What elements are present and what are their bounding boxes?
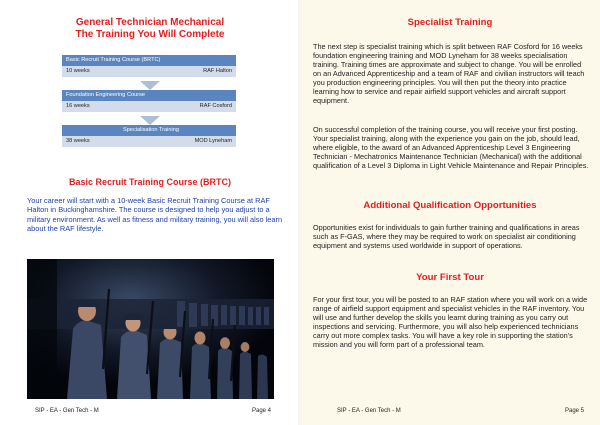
flow-step-duration: 38 weeks <box>66 138 90 144</box>
specialist-heading: Specialist Training <box>407 17 493 28</box>
additional-heading: Additional Qualification Opportunities <box>363 200 537 211</box>
title-line-1: General Technician Mechanical <box>75 17 225 28</box>
flow-step-location: RAF Halton <box>203 68 232 74</box>
parade-photo-illustration <box>27 259 274 399</box>
flow-step-duration: 10 weeks <box>66 68 90 74</box>
flow-step-title: Basic Recruit Training Course (BRTC) <box>62 55 236 66</box>
flow-step-location: RAF Cosford <box>199 103 232 109</box>
page-5 <box>300 0 600 425</box>
flow-step-title: Foundation Engineering Course <box>62 90 236 101</box>
first-tour-heading: Your First Tour <box>416 272 484 283</box>
specialist-paragraph-1: The next step is specialist training which is split between RAF Cosford for 16 weeks foundation engineering training and MOD Lyneham for 38 weeks specialisation training. Training times are approximate and subject to change. You will be enrolled on an Advanced Apprenticeship and a team of RAF and civilian instructors will teach you production engineering principles. You will then put the theory into practice learning how to service and repair airfield support vehicles and aircraft support equipment. <box>313 42 585 105</box>
specialist-paragraph-2: On successful completion of the training course, you will receive your first posting. Your specialist training, along with the experience you gain on the job, should lead, where eligible, to the award of an Advanced Apprenticeship Level 3 Engineering Technician - Mechatronics Maintenance Technician (Mechanical) with the additional qualification of a Level 3 Diploma in Light Vehicle Maintenance and Repair Principles. <box>313 125 589 170</box>
flow-step-title: Specialisation Training <box>62 125 236 136</box>
footer-page-number: Page 5 <box>565 408 585 414</box>
parade-photo <box>27 259 274 399</box>
footer-doc-ref: SIP - EA - Gen Tech - M <box>337 408 401 414</box>
flow-step-location: MOD Lyneham <box>194 138 232 144</box>
training-title <box>30 17 270 41</box>
title-line-2: The Training You Will Complete <box>75 29 225 40</box>
first-tour-paragraph: For your first tour, you will be posted to an RAF station where you will work on a wide range of airfield support equipment and specialist vehicles in the RAF inventory. You will use and further develop the skills you learnt during training as you carry out inspections and servicing. Furthermore, you will also help experienced technicians carry out more complex tasks. You will have a key role in supporting the station's mission and you will form part of a professional team. <box>313 295 588 349</box>
footer-doc-ref: SIP - EA - Gen Tech - M <box>35 408 99 414</box>
footer-page-number: Page 4 <box>252 408 272 414</box>
flow-step-details <box>62 136 236 147</box>
flow-step-brtc <box>62 55 236 77</box>
flow-step-duration: 16 weeks <box>66 103 90 109</box>
brtc-heading: Basic Recruit Training Course (BRTC) <box>68 177 232 187</box>
flow-step-details <box>62 101 236 112</box>
flow-arrow-icon <box>140 116 160 125</box>
flow-step-details <box>62 66 236 77</box>
flow-arrow-icon <box>140 81 160 90</box>
flow-step-foundation <box>62 90 236 112</box>
flow-step-specialisation <box>62 125 236 147</box>
brtc-paragraph: Your career will start with a 10-week Basic Recruit Training Course at RAF Halton in Buckinghamshire. The course is designed to help you adjust to a military environment. As well as fitness and military training, you will also learn about the RAF lifestyle. <box>27 196 283 234</box>
additional-paragraph: Opportunities exist for individuals to gain further training and qualifications in areas such as F-GAS, where they may be required to work on specialist air conditioning equipment and systems used worldwide in support of operations. <box>313 223 580 250</box>
